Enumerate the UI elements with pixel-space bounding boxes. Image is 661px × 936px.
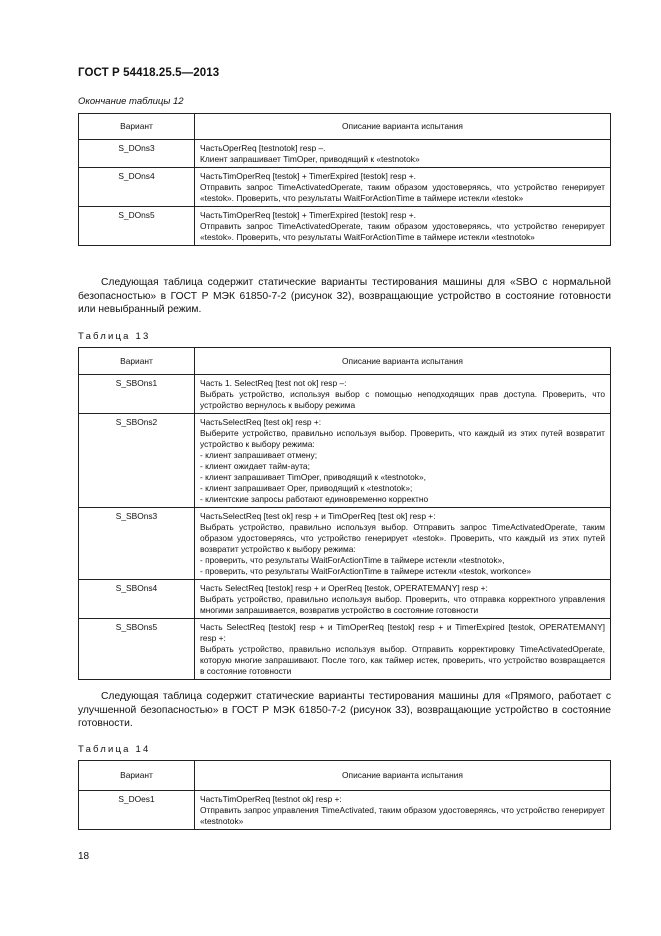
variant-cell: S_SBOns5: [79, 619, 195, 680]
table-13: [78, 347, 611, 680]
description-cell: [195, 508, 611, 580]
variant-cell: S_DOns5: [79, 207, 195, 246]
table14-caption: Таблица 14: [78, 744, 151, 755]
description-line: Выбрать устройство, правильно используя выбор. Отправить запрос TimeActivatedOperate, таким образом удостоверяясь, что устройство генерирует «testok». Проверить, что каждый из этих путей возвратит устройство к выбору режима:: [200, 522, 605, 554]
document-header: ГОСТ Р 54418.25.5—2013: [78, 67, 220, 79]
description-cell: [195, 619, 611, 680]
description-line: - клиентские запросы работают единовременно корректно: [200, 494, 429, 504]
table12-header-variant: Вариант: [79, 114, 195, 140]
table13-caption: Таблица 13: [78, 331, 151, 342]
description-cell: [195, 375, 611, 414]
table-14: [78, 760, 611, 830]
variant-cell: S_SBOns2: [79, 414, 195, 508]
description-cell: [195, 207, 611, 246]
description-line: Выберите устройство, правильно используя выбор. Проверить, что каждый из этих путей возвратит устройство к выбору режима:: [200, 428, 605, 449]
description-cell: [195, 580, 611, 619]
description-line: ЧастьSelectReq [test ok] resp + и TimOperReq [test ok] resp +:: [200, 511, 436, 521]
description-line: - проверить, что результаты WaitForActionTime в таймере истекли «testok, workonce»: [200, 566, 532, 576]
variant-cell: S_SBOns1: [79, 375, 195, 414]
description-cell: [195, 168, 611, 207]
table12-header-description: Описание варианта испытания: [195, 114, 611, 140]
description-line: Часть 1. SelectReq [test not ok] resp –:: [200, 378, 347, 388]
table14-header-variant: Вариант: [79, 761, 195, 791]
description-line: ЧастьTimOperReq [testok] + TimerExpired [testok] resp +.: [200, 171, 416, 181]
table-row: [79, 619, 611, 680]
description-line: Отправить запрос TimeActivatedOperate, таким образом удостоверяясь, что устройство генерирует «testok». Проверить, что результаты WaitForActionTime в таймере истекли «testok»: [200, 182, 605, 203]
table-row: [79, 168, 611, 207]
table13-header-description: Описание варианта испытания: [195, 348, 611, 375]
table-row: [79, 414, 611, 508]
description-cell: [195, 791, 611, 830]
description-line: ЧастьTimOperReq [testnot ok] resp +:: [200, 794, 342, 804]
description-line: Часть SelectReq [testok] resp + и OperReq [testok, OPERATEMANY] resp +:: [200, 583, 488, 593]
table-row: [79, 508, 611, 580]
variant-cell: S_SBOns3: [79, 508, 195, 580]
description-line: ЧастьSelectReq [test ok] resp +:: [200, 417, 322, 427]
table-12: [78, 113, 611, 246]
table-row: [79, 375, 611, 414]
description-line: Выбрать устройство, правильно используя выбор. Отправить корректировку TimeActivatedOperate, которую многие запрашивают. После того, как таймер истек, проверить, что устройство возвращается в состояние готовности: [200, 644, 605, 676]
description-line: ЧастьOperReq [testnotok] resp –.: [200, 143, 326, 153]
table12-caption: Окончание таблицы 12: [78, 96, 184, 107]
paragraph-sbo-normal: Следующая таблица содержит статические варианты тестирования машины для «SBO с нормальной безопасностью» в ГОСТ Р МЭК 61850-7-2 (рисунок 32), возвращающие устройство в состояние готовности или невыбранный режим.: [78, 277, 611, 316]
page-number: 18: [78, 851, 90, 862]
table-row: [79, 580, 611, 619]
table-row: [79, 140, 611, 168]
description-line: - проверить, что результаты WaitForActionTime в таймере истекли «testnotok»,: [200, 555, 505, 565]
description-line: - клиент запрашивает отмену;: [200, 450, 318, 460]
paragraph-direct-enhanced: Следующая таблица содержит статические варианты тестирования машины для «Прямого, работает с улучшенной безопасностью» в ГОСТ Р МЭК 61850-7-2 (рисунок 33), возвращающие устройство в состояние готовности.: [78, 691, 611, 730]
description-line: - клиент запрашивает Oper, приводящий к «testnotok»;: [200, 483, 413, 493]
variant-cell: S_DOns3: [79, 140, 195, 168]
description-line: - клиент запрашивает TimOper, приводящий к «testnotok»,: [200, 472, 426, 482]
description-line: - клиент ожидает тайм-аута;: [200, 461, 310, 471]
table14-header-description: Описание варианта испытания: [195, 761, 611, 791]
table-row: [79, 791, 611, 830]
description-line: Выбрать устройство, правильно используя выбор. Проверить, что отправка корректного управления многими запрашивается, возвратив устройство в состояние готовности: [200, 594, 605, 615]
description-line: Клиент запрашивает TimOper, приводящий к «testnotok»: [200, 154, 420, 164]
table13-header-variant: Вариант: [79, 348, 195, 375]
variant-cell: S_DOes1: [79, 791, 195, 830]
description-line: Отправить запрос управления TimeActivated, таким образом удостоверяясь, что устройство генерирует «testnotok»: [200, 805, 605, 826]
description-line: Часть SelectReq [testok] resp + и TimOperReq [testok] resp + и TimerExpired [testok, OPERATEMANY] resp +:: [200, 622, 605, 643]
description-line: Выбрать устройство, используя выбор с помощью неподходящих прав доступа. Проверить, что устройство вернулось к выбору режима: [200, 389, 605, 410]
description-line: ЧастьTimOperReq [testok] + TimerExpired [testok] resp +.: [200, 210, 416, 220]
description-cell: [195, 140, 611, 168]
table-row: [79, 207, 611, 246]
variant-cell: S_SBOns4: [79, 580, 195, 619]
description-line: Отправить запрос TimeActivatedOperate, таким образом удостоверяясь, что устройство генерирует «testok». Проверить, что результаты WaitForActionTime в таймере истекли «testnotok»: [200, 221, 605, 242]
description-cell: [195, 414, 611, 508]
variant-cell: S_DOns4: [79, 168, 195, 207]
